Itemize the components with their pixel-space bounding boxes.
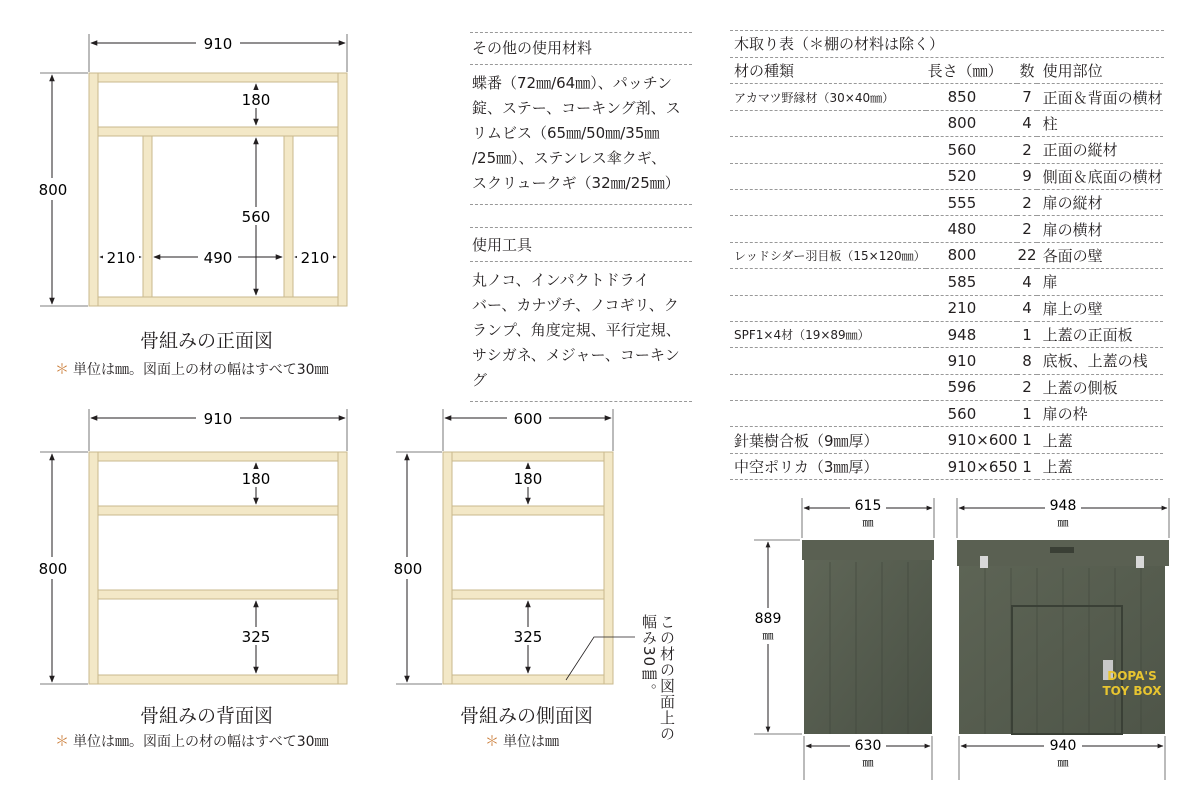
cut-list [730, 30, 1164, 480]
latch-right-icon [1136, 556, 1144, 568]
cell-qty: 22 [1017, 242, 1036, 268]
front-center-label: 490 [203, 249, 233, 267]
back-note-text: 単位は㎜。図面上の材の幅はすべて30㎜ [73, 734, 329, 750]
note-asterisk-icon: ＊ [55, 362, 69, 378]
cell-material [730, 137, 926, 163]
header-length: 長さ（㎜） [926, 58, 1018, 84]
back-height-label: 800 [38, 560, 68, 578]
tools-line: グ [472, 371, 488, 389]
cell-material [730, 295, 926, 321]
side-note [485, 731, 559, 751]
table-row [730, 427, 1163, 453]
cell-part: 側面＆底面の横材 [1037, 163, 1163, 189]
back-top-gap-label: 180 [241, 470, 271, 488]
table-row [730, 110, 1163, 136]
front-bottom-num: 940 [1049, 738, 1077, 754]
other-materials-line: リムビス（65㎜/50㎜/35㎜ [472, 124, 660, 142]
table-row [730, 189, 1163, 215]
cell-qty: 9 [1017, 163, 1036, 189]
cell-material: 針葉樹合板（9㎜厚） [730, 427, 926, 453]
height-unit: ㎜ [762, 629, 774, 642]
cell-part: 扉の横材 [1037, 216, 1163, 242]
cell-material: SPF1×4材（19×89㎜） [730, 321, 926, 347]
side-note-text: 単位は㎜ [503, 734, 559, 750]
cell-part: 上蓋の側板 [1037, 374, 1163, 400]
cut-list-header-row [730, 58, 1163, 84]
cell-material: レッドシダー羽目板（15×120㎜） [730, 242, 926, 268]
cell-material [730, 269, 926, 295]
front-note-text: 単位は㎜。図面上の材の幅はすべて30㎜ [73, 362, 329, 378]
box-side-photo [802, 540, 934, 734]
cell-qty: 2 [1017, 137, 1036, 163]
back-width-label: 910 [203, 410, 233, 428]
cell-qty: 1 [1017, 401, 1036, 427]
cell-part: 柱 [1037, 110, 1163, 136]
back-frame-diagram [0, 400, 380, 700]
cell-part: 扉の縦材 [1037, 189, 1163, 215]
side-bottom-unit: ㎜ [862, 756, 874, 769]
cut-list-title: 木取り表（＊棚の材料は除く） [730, 30, 1164, 58]
cut-list-body [730, 84, 1163, 480]
other-materials-line: 錠、ステー、コーキング剤、ス [472, 99, 681, 117]
other-materials-line: /25㎜）、ステンレス傘クギ、 [472, 149, 667, 167]
cell-qty: 4 [1017, 295, 1036, 321]
other-materials-list [470, 65, 692, 205]
box-handle [1050, 547, 1074, 553]
other-materials-line: スクリュークギ（32㎜/25㎜） [472, 174, 680, 192]
cell-qty: 1 [1017, 427, 1036, 453]
side-width-label: 600 [513, 410, 543, 428]
table-row [730, 242, 1163, 268]
cell-length: 210 [926, 295, 1018, 321]
table-row [730, 269, 1163, 295]
table-row [730, 84, 1163, 110]
cell-qty: 1 [1017, 453, 1036, 479]
table-row [730, 453, 1163, 479]
cell-length: 800 [926, 110, 1018, 136]
back-frame-members [89, 452, 347, 684]
cell-qty: 2 [1017, 216, 1036, 242]
tools-line: バー、カナヅチ、ノコギリ、ク [472, 296, 679, 314]
cell-length: 560 [926, 137, 1018, 163]
side-lower-gap-label: 325 [513, 628, 543, 646]
front-bottom-unit: ㎜ [1057, 756, 1069, 769]
table-row [730, 163, 1163, 189]
cell-length: 555 [926, 189, 1018, 215]
cell-qty: 4 [1017, 110, 1036, 136]
cell-material [730, 348, 926, 374]
front-top-gap-label: 180 [241, 91, 271, 109]
cell-length: 520 [926, 163, 1018, 189]
cell-material: アカマツ野縁材（30×40㎜） [730, 84, 926, 110]
tools-line: 丸ノコ、インパクトドライ [472, 271, 650, 289]
table-row [730, 374, 1163, 400]
cell-length: 800 [926, 242, 1018, 268]
front-left-label: 210 [106, 249, 136, 267]
cell-part: 上蓋 [1037, 427, 1163, 453]
logo-line1: DOPA'S [1107, 669, 1157, 683]
cell-qty: 4 [1017, 269, 1036, 295]
cell-part: 上蓋の正面板 [1037, 321, 1163, 347]
cell-length: 910 [926, 348, 1018, 374]
side-top-unit: ㎜ [862, 516, 874, 529]
cell-part: 正面＆背面の横材 [1037, 84, 1163, 110]
other-materials-line: 蝶番（72㎜/64㎜）、パッチン [472, 74, 672, 92]
tools-title: 使用工具 [470, 227, 692, 262]
cell-length: 585 [926, 269, 1018, 295]
cell-length: 480 [926, 216, 1018, 242]
cell-qty: 7 [1017, 84, 1036, 110]
back-lower-gap-label: 325 [241, 628, 271, 646]
cell-part: 底板、上蓋の桟 [1037, 348, 1163, 374]
table-row [730, 401, 1163, 427]
table-row [730, 321, 1163, 347]
header-material: 材の種類 [730, 58, 926, 84]
cell-length: 910×650 [926, 453, 1018, 479]
side-caption: 骨組みの側面図 [460, 705, 594, 727]
height-num: 889 [754, 611, 782, 627]
finished-box-photos [740, 490, 1200, 806]
header-qty: 数 [1017, 58, 1036, 84]
side-bottom-num: 630 [854, 738, 882, 754]
cell-material [730, 110, 926, 136]
cell-length: 948 [926, 321, 1018, 347]
note-asterisk-icon: ＊ [55, 734, 69, 750]
cell-qty: 1 [1017, 321, 1036, 347]
side-vertical-note: この材の図面上の幅み30㎜。 [640, 614, 676, 742]
cell-length: 850 [926, 84, 1018, 110]
header-part: 使用部位 [1037, 58, 1163, 84]
cell-part: 上蓋 [1037, 453, 1163, 479]
cell-part: 扉 [1037, 269, 1163, 295]
front-mid-height-label: 560 [241, 208, 271, 226]
tools-line: サシガネ、メジャー、コーキン [472, 346, 680, 364]
back-caption: 骨組みの背面図 [140, 705, 274, 727]
front-frame-diagram [0, 0, 380, 330]
cell-material [730, 189, 926, 215]
cut-list-table [730, 58, 1163, 480]
side-top-gap-label: 180 [513, 470, 543, 488]
front-note [55, 359, 329, 379]
latch-left-icon [980, 556, 988, 568]
side-leader-line [566, 637, 635, 680]
front-right-label: 210 [300, 249, 330, 267]
front-frame-members [89, 73, 347, 306]
front-caption: 骨組みの正面図 [140, 330, 274, 352]
side-top-num: 615 [854, 498, 882, 514]
side-frame-diagram [380, 400, 680, 700]
side-height-label: 800 [393, 560, 423, 578]
table-row [730, 137, 1163, 163]
cell-qty: 8 [1017, 348, 1036, 374]
table-row [730, 295, 1163, 321]
cell-qty: 2 [1017, 374, 1036, 400]
cell-length: 910×600 [926, 427, 1018, 453]
cell-material [730, 374, 926, 400]
other-materials-title: その他の使用材料 [470, 37, 692, 65]
cell-material: 中空ポリカ（3㎜厚） [730, 453, 926, 479]
cell-material [730, 401, 926, 427]
box-front-photo [957, 540, 1169, 734]
front-height-label: 800 [38, 181, 68, 199]
table-row [730, 348, 1163, 374]
cell-qty: 2 [1017, 189, 1036, 215]
materials-panel [470, 32, 692, 402]
front-top-num: 948 [1049, 498, 1077, 514]
note-asterisk-icon: ＊ [485, 734, 499, 750]
logo-line2: TOY BOX [1102, 684, 1162, 698]
cell-length: 560 [926, 401, 1018, 427]
back-note [55, 731, 329, 751]
tools-line: ランプ、角度定規、平行定規、 [472, 321, 681, 339]
front-width-label: 910 [203, 35, 233, 53]
cell-material [730, 163, 926, 189]
tools-list [470, 262, 692, 402]
table-row [730, 216, 1163, 242]
cell-part: 扉上の壁 [1037, 295, 1163, 321]
cell-part: 各面の壁 [1037, 242, 1163, 268]
cell-part: 正面の縦材 [1037, 137, 1163, 163]
front-top-unit: ㎜ [1057, 516, 1069, 529]
cell-length: 596 [926, 374, 1018, 400]
cell-part: 扉の枠 [1037, 401, 1163, 427]
cell-material [730, 216, 926, 242]
